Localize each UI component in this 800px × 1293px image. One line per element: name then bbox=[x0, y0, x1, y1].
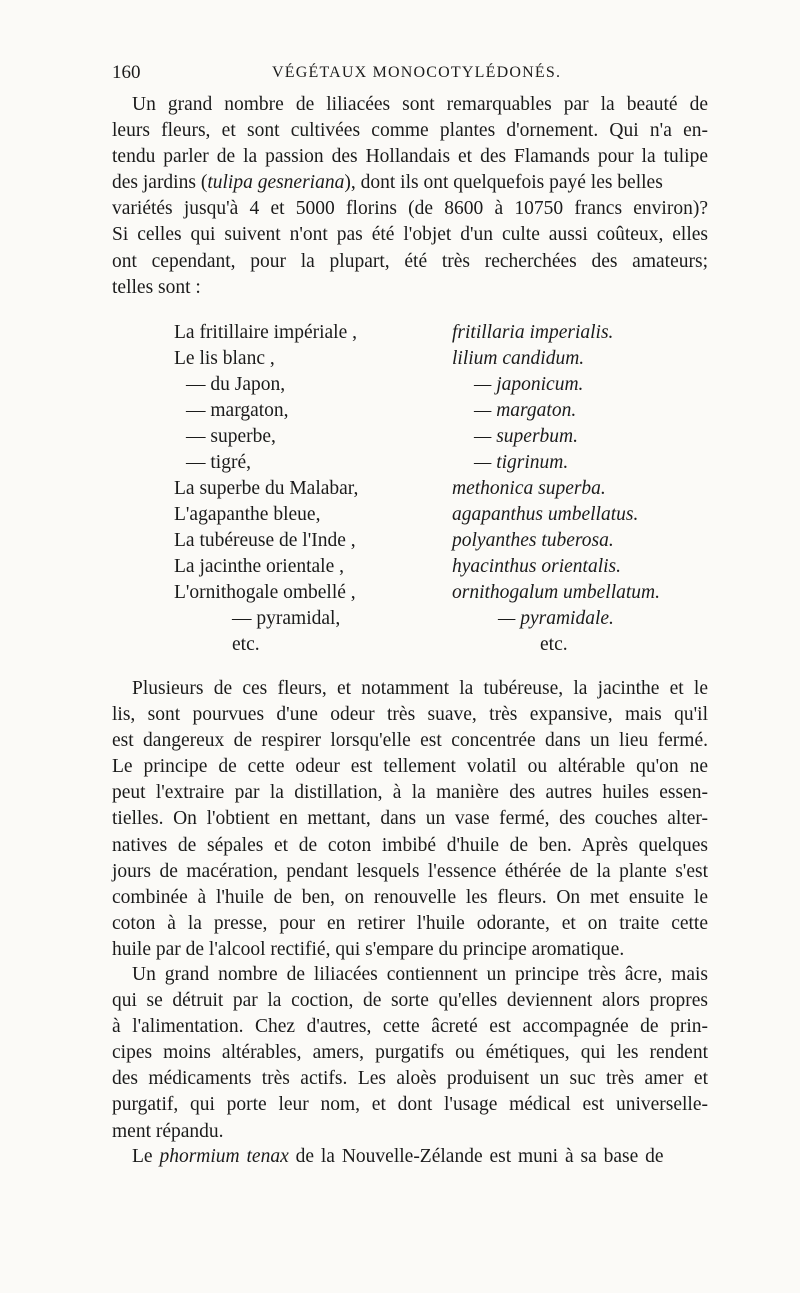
running-title: VÉGÉTAUX MONOCOTYLÉDONÉS. bbox=[272, 64, 562, 81]
french-name: La fritillaire impériale , bbox=[174, 322, 357, 343]
latin-name: — pyramidale. bbox=[498, 608, 614, 629]
text-line: qui se détruit par la coction, de sorte qu'elles deviennent alors propres bbox=[112, 990, 708, 1012]
text-fragment: ), dont ils ont quelquefois payé les belles bbox=[344, 172, 663, 194]
french-name: — du Japon, bbox=[186, 374, 286, 395]
text-line: variétés jusqu'à 4 et 5000 florins (de 8600 à 10750 francs environ)? bbox=[112, 198, 708, 220]
french-name: — tigré, bbox=[186, 452, 251, 473]
text-fragment: Le bbox=[132, 1146, 160, 1167]
species-row bbox=[0, 608, 800, 634]
latin-name: — japonicum. bbox=[474, 374, 584, 395]
species-row bbox=[0, 374, 800, 400]
french-name: La jacinthe orientale , bbox=[174, 556, 344, 577]
french-name: L'agapanthe bleue, bbox=[174, 504, 321, 525]
species-row bbox=[0, 426, 800, 452]
text-line: est dangereux de respirer lorsqu'elle est concentrée dans un lieu fermé. bbox=[112, 730, 708, 752]
species-row bbox=[0, 400, 800, 426]
text-line: des médicaments très actifs. Les aloès produisent un suc très amer et bbox=[112, 1068, 708, 1090]
text-line bbox=[112, 170, 708, 196]
text-line: coton à la presse, pour en retirer l'huile odorante, et on traite cette bbox=[112, 912, 708, 934]
text-line: lis, sont pourvues d'une odeur très suave, très expansive, mais qu'il bbox=[112, 704, 708, 726]
latin-name: lilium candidum. bbox=[452, 348, 585, 369]
text-line: Si celles qui suivent n'ont pas été l'objet d'un culte aussi coûteux, elles bbox=[112, 224, 708, 246]
text-line: huile par de l'alcool rectifié, qui s'empare du principe aromatique. bbox=[112, 938, 625, 960]
latin-name: — tigrinum. bbox=[474, 452, 569, 473]
french-name: Le lis blanc , bbox=[174, 348, 275, 369]
text-line: peut l'extraire par la distillation, à la manière des autres huiles essen- bbox=[112, 782, 708, 804]
species-row bbox=[0, 452, 800, 478]
latin-name: tulipa gesneriana bbox=[207, 172, 345, 194]
latin-name: hyacinthus orientalis. bbox=[452, 556, 621, 577]
text-line: Un grand nombre de liliacées sont remarquables par la beauté de bbox=[132, 94, 708, 115]
text-line: leurs fleurs, et sont cultivées comme plantes d'ornement. Qui n'a en- bbox=[112, 120, 708, 142]
latin-name: polyanthes tuberosa. bbox=[452, 530, 614, 551]
text-line: Plusieurs de ces fleurs, et notamment la tubéreuse, la jacinthe et le bbox=[132, 678, 708, 699]
latin-name: ornithogalum umbellatum. bbox=[452, 582, 660, 603]
text-line: jours de macération, pendant lesquels l'essence éthérée de la plante s'est bbox=[112, 860, 708, 882]
text-line: Un grand nombre de liliacées contiennent un principe très âcre, mais bbox=[132, 964, 708, 985]
french-name: — pyramidal, bbox=[232, 608, 341, 629]
french-name: — superbe, bbox=[186, 426, 276, 447]
text-line: à l'alimentation. Chez d'autres, cette âcreté est accompagnée de prin- bbox=[112, 1016, 708, 1038]
text-line: purgatif, qui porte leur nom, et dont l'usage médical est universelle- bbox=[112, 1094, 708, 1116]
text-line: combinée à l'huile de ben, on renouvelle les fleurs. On met ensuite le bbox=[112, 886, 708, 908]
text-line: tielles. On l'obtient en mettant, dans un vase fermé, des couches alter- bbox=[112, 808, 708, 830]
paragraph-phormium bbox=[112, 1144, 708, 1170]
text-fragment: de la Nouvelle-Zélande est muni à sa base de bbox=[288, 1146, 664, 1167]
paragraph-liliacees-ornament bbox=[112, 92, 708, 301]
text-line: ment répandu. bbox=[112, 1120, 224, 1142]
french-name: La tubéreuse de l'Inde , bbox=[174, 530, 356, 551]
species-row bbox=[0, 478, 800, 504]
text-line: natives de sépales et de coton imbibé d'huile de ben. Après quelques bbox=[112, 834, 708, 856]
french-name: La superbe du Malabar, bbox=[174, 478, 359, 499]
latin-name: — superbum. bbox=[474, 426, 579, 447]
text-line: telles sont : bbox=[112, 276, 201, 298]
paragraph-acrete bbox=[112, 962, 708, 1145]
latin-name: agapanthus umbellatus. bbox=[452, 504, 639, 525]
species-row bbox=[0, 504, 800, 530]
species-row bbox=[0, 348, 800, 374]
latin-name: — margaton. bbox=[474, 400, 577, 421]
species-row bbox=[0, 634, 800, 660]
page-number: 160 bbox=[112, 62, 141, 83]
text-line: Le principe de cette odeur est tellement volatil ou altérable qu'on ne bbox=[112, 756, 708, 778]
latin-name: methonica superba. bbox=[452, 478, 606, 499]
latin-name: phormium tenax bbox=[159, 1146, 289, 1167]
text-line: cipes moins altérables, amers, purgatifs ou émétiques, qui les rendent bbox=[112, 1042, 708, 1064]
species-row bbox=[0, 530, 800, 556]
french-name: etc. bbox=[232, 634, 260, 655]
text-line bbox=[112, 1144, 708, 1170]
paragraph-odeur bbox=[112, 676, 708, 963]
species-row bbox=[0, 322, 800, 348]
french-name: — margaton, bbox=[186, 400, 289, 421]
page-header bbox=[112, 62, 712, 90]
latin-name: fritillaria imperialis. bbox=[452, 322, 614, 343]
text-line: ont cependant, pour la plupart, été très recherchées des amateurs; bbox=[112, 250, 708, 272]
species-row bbox=[0, 556, 800, 582]
species-row bbox=[0, 582, 800, 608]
text-fragment: des jardins ( bbox=[112, 172, 208, 194]
latin-name: etc. bbox=[540, 634, 568, 655]
text-line: tendu parler de la passion des Hollandais et des Flamands pour la tulipe bbox=[112, 146, 708, 168]
french-name: L'ornithogale ombellé , bbox=[174, 582, 356, 603]
